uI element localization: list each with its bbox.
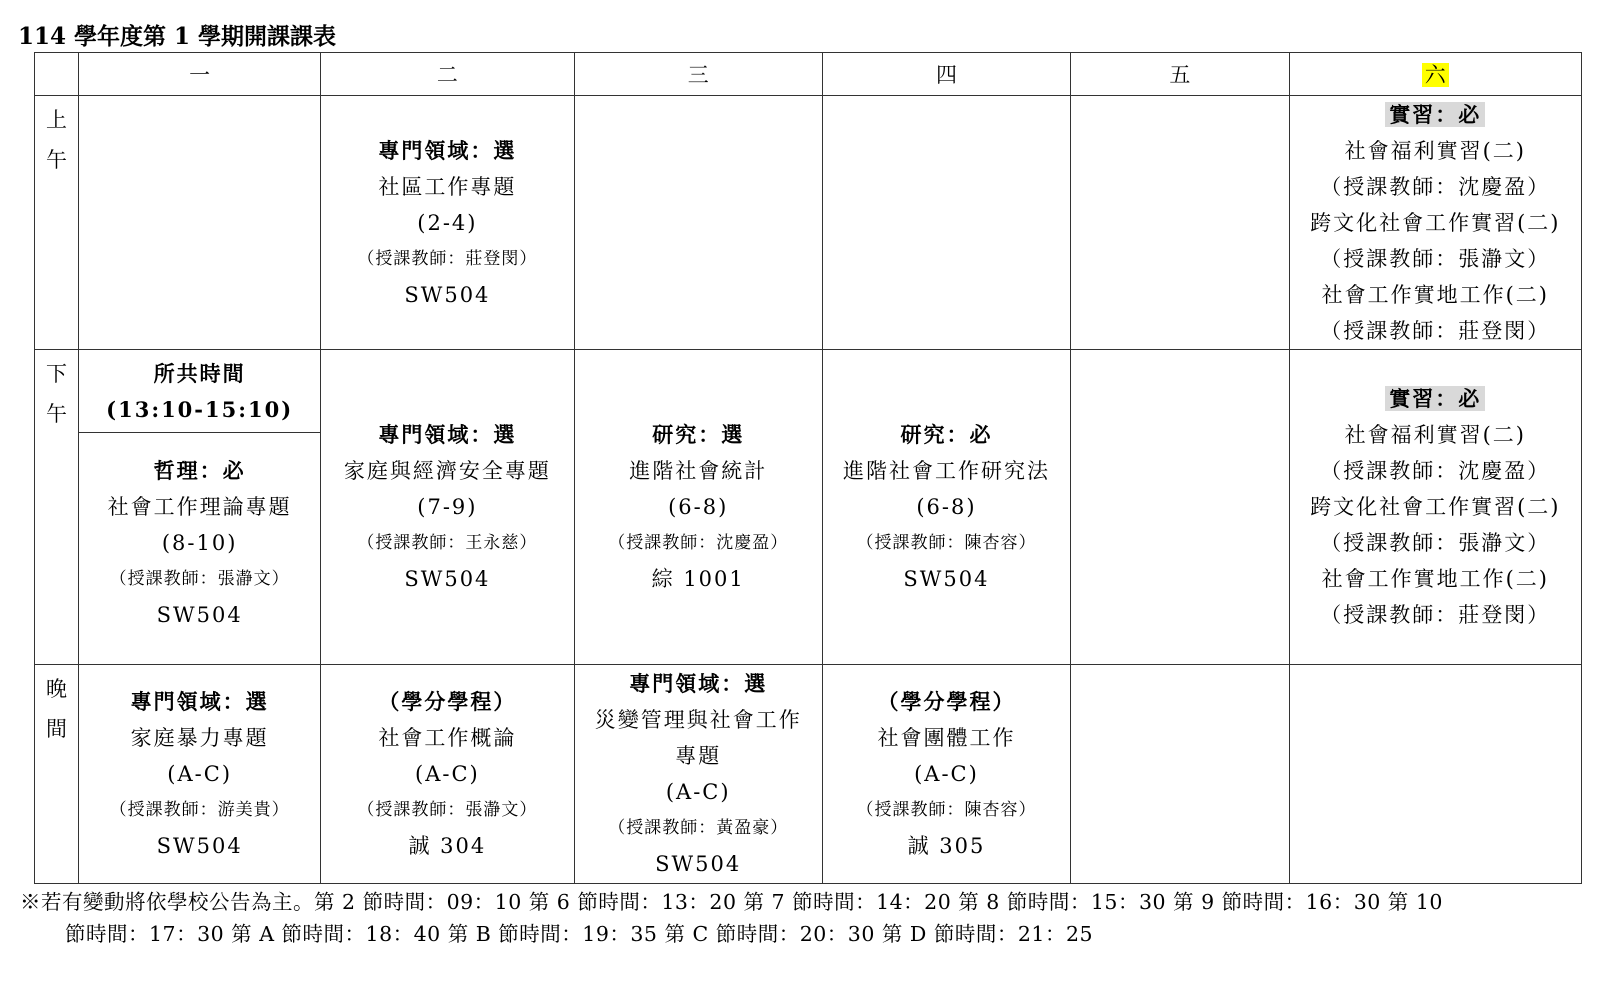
cell-morning-sat <box>1289 96 1581 350</box>
course-category: 實習：必 <box>1385 386 1485 411</box>
cell-evening-wed <box>574 665 822 884</box>
course-name: 家庭暴力專題 <box>130 726 269 750</box>
course-category: （學分學程） <box>378 689 517 714</box>
course-teacher: （授課教師：張瀞文） <box>109 569 290 589</box>
course-sessions: (A-C) <box>914 762 979 786</box>
common-time-block <box>79 350 320 433</box>
course-category: （學分學程） <box>877 689 1016 714</box>
cell-afternoon-thu <box>822 350 1070 665</box>
cell-afternoon-mon <box>79 350 321 665</box>
course-name: 跨文化社會工作實習(二) <box>1310 210 1561 235</box>
course-sessions: (A-C) <box>167 762 233 786</box>
course-room: SW504 <box>156 603 243 627</box>
cell-morning-wed <box>574 96 822 350</box>
course-sessions: (6-8) <box>916 495 977 519</box>
course-teacher: （授課教師：游美貴） <box>109 800 290 820</box>
morning-row <box>35 96 1582 350</box>
course-category: 專門領域：選 <box>629 671 768 696</box>
course-teacher: （授課教師：沈慶盈） <box>1320 459 1551 483</box>
cell-morning-thu <box>822 96 1070 350</box>
course-name: 社會工作理論專題 <box>107 495 292 519</box>
day-header-fri: 五 <box>1071 53 1290 96</box>
course-name: 社區工作專題 <box>378 174 517 199</box>
afternoon-row <box>35 350 1582 665</box>
course-sessions: (A-C) <box>415 762 480 786</box>
course-room: SW504 <box>404 282 491 307</box>
course-name: 跨文化社會工作實習(二) <box>1310 495 1561 519</box>
course-room: SW504 <box>655 852 742 876</box>
period-afternoon <box>35 350 79 665</box>
course-room: SW504 <box>404 567 491 591</box>
cell-morning-tue <box>321 96 574 350</box>
day-header-sat <box>1289 53 1581 96</box>
course-name: 社會團體工作 <box>877 726 1016 750</box>
course-name: 進階社會工作研究法 <box>842 459 1050 483</box>
day-header-mon: 一 <box>79 53 321 96</box>
course-name: 社會福利實習(二) <box>1344 138 1526 163</box>
course-teacher: （授課教師：沈慶盈） <box>608 533 789 553</box>
course-name: 家庭與經濟安全專題 <box>343 459 551 483</box>
course-teacher: （授課教師：張瀞文） <box>1320 531 1551 555</box>
course-teacher: （授課教師：陳杏容） <box>856 800 1037 820</box>
course-category: 研究：選 <box>652 422 745 447</box>
course-sessions: (8-10) <box>161 531 238 555</box>
course-room: 誠 305 <box>907 834 986 858</box>
course-teacher: （授課教師：張瀞文） <box>1320 246 1551 271</box>
course-name: 社會福利實習(二) <box>1344 423 1526 447</box>
course-sessions: (7-9) <box>417 495 478 519</box>
course-teacher: （授課教師：王永慈） <box>357 533 538 553</box>
course-teacher: （授課教師：黃盈豪） <box>608 818 789 838</box>
period-label: 下 <box>46 362 68 386</box>
cell-evening-thu <box>822 665 1070 884</box>
day-header-thu: 四 <box>822 53 1070 96</box>
day-header-wed: 三 <box>574 53 822 96</box>
course-name: 災變管理與社會工作 <box>594 708 802 732</box>
cell-morning-mon <box>79 96 321 350</box>
footnote <box>20 886 1580 950</box>
course-category: 哲理：必 <box>153 458 246 483</box>
cell-evening-tue <box>321 665 574 884</box>
cell-evening-sat <box>1289 665 1581 884</box>
period-label: 間 <box>46 717 68 741</box>
course-teacher: （授課教師：張瀞文） <box>357 800 538 820</box>
course-category: 專門領域：選 <box>378 137 517 163</box>
footnote-line-1: ※若有變動將依學校公告為主。第 2 節時間：09：10 第 6 節時間：13：20 第 7 節時間：14：20 第 8 節時間：15：30 第 9 節時間：16：30 第 10 <box>20 890 1443 914</box>
period-label: 上 <box>46 108 68 132</box>
course-teacher: （授課教師：沈慶盈） <box>1320 174 1551 199</box>
day-header-tue: 二 <box>321 53 574 96</box>
course-category: 專門領域：選 <box>130 689 269 714</box>
course-category: 研究：必 <box>900 422 993 447</box>
course-sessions: (A-C) <box>665 780 731 804</box>
common-time-range: (13:10-15:10) <box>106 397 294 422</box>
period-label: 晚 <box>46 677 68 701</box>
schedule-table <box>34 52 1582 884</box>
course-name: 社會工作實地工作(二) <box>1321 567 1549 591</box>
course-room: 誠 304 <box>408 834 487 858</box>
course-teacher: （授課教師：陳杏容） <box>856 533 1037 553</box>
evening-row <box>35 665 1582 884</box>
cell-afternoon-wed <box>574 350 822 665</box>
footnote-line-2: 節時間：17：30 第 A 節時間：18：40 第 B 節時間：19：35 第 C 節時間：20：30 第 D 節時間：21：25 <box>65 922 1094 946</box>
period-evening <box>35 665 79 884</box>
corner-cell <box>35 53 79 96</box>
course-teacher: （授課教師：莊登閔） <box>1320 603 1551 627</box>
cell-afternoon-sat <box>1289 350 1581 665</box>
page-title: 114 學年度第 1 學期開課課表 <box>18 23 337 50</box>
cell-afternoon-tue <box>321 350 574 665</box>
course-sessions: (6-8) <box>668 495 729 519</box>
course-room: SW504 <box>156 834 243 858</box>
cell-evening-fri <box>1071 665 1290 884</box>
common-time-label: 所共時間 <box>153 361 246 386</box>
course-teacher: （授課教師：莊登閔） <box>1320 318 1551 343</box>
course-name: 進階社會統計 <box>629 459 768 483</box>
period-morning <box>35 96 79 350</box>
cell-morning-fri <box>1071 96 1290 350</box>
course-name: 社會工作概論 <box>378 726 517 750</box>
course-name: 社會工作實地工作(二) <box>1321 282 1549 307</box>
cell-evening-mon <box>79 665 321 884</box>
course-category: 專門領域：選 <box>378 422 517 447</box>
period-label: 午 <box>46 148 68 172</box>
sat-highlight: 六 <box>1422 63 1449 87</box>
course-category: 實習：必 <box>1385 102 1485 127</box>
course-room: 綜 1001 <box>651 567 745 591</box>
course-room: SW504 <box>903 567 990 591</box>
course-teacher: （授課教師：莊登閔） <box>357 248 538 269</box>
course-name: 專題 <box>675 744 722 768</box>
cell-afternoon-fri <box>1071 350 1290 665</box>
course-sessions: (2-4) <box>417 210 478 235</box>
header-row <box>35 53 1582 96</box>
period-label: 午 <box>46 402 68 426</box>
